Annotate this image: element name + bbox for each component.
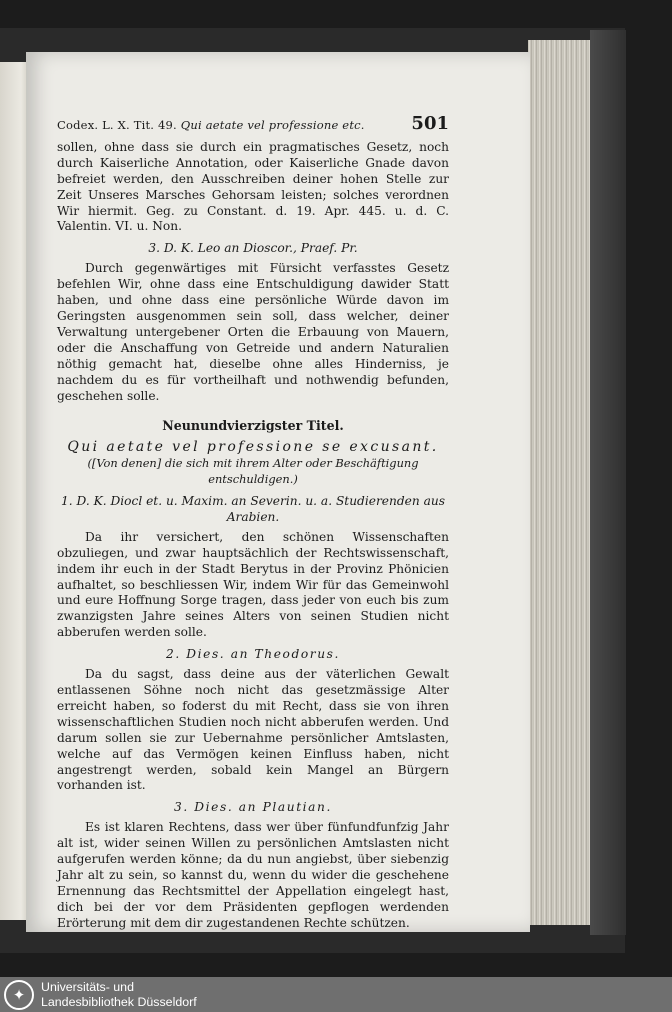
paragraph-3: Es ist klaren Rechtens, dass wer über fünfundfunfzig Jahr alt ist, wider seinen Willen zu persönlichen Amtslasten nicht aufgerufen werden könne; da du nun angiebst, über siebenzig Jahr alt zu sein, so kannst du, wenn du wider die geschehene Ernennung das Rechtsmittel der Appellation eingelegt hast, dich bei der vor dem Präsidenten gepflogen werdenden Erörterung mit dem dir zugestandenen Rechte schützen. xyxy=(57,820,449,930)
paragraph-continued: sollen, ohne dass sie durch ein pragmatisches Gesetz, noch durch Kaiserliche Annotation, oder Kaiserliche Gnade davon befreiet werden, den Ausschreiben deiner hohen Stelle zur Zeit Unseres Marsches Gehorsam leisten; solches verordnen Wir hiermit. Geg. zu Constant. d. 19. Apr. 445. u. d. C. Valentin. VI. u. Non. xyxy=(57,139,449,234)
library-name-line1: Universitäts- und xyxy=(41,979,134,994)
title-subtitle: ([Von denen] die sich mit ihrem Alter oder Beschäftigung entschuldigen.) xyxy=(87,456,419,487)
title-heading-latin: Qui aetate vel professione se excusant. xyxy=(67,439,439,456)
ulb-logo-icon[interactable]: ✦ xyxy=(4,980,34,1010)
paragraph-2: Da du sagst, dass deine aus der väterlichen Gewalt entlassenen Söhne noch nicht das gesetzmässige Alter erreicht haben, so foderst du mit Recht, dass sie von ihren wissenschaftlichen Studien noch nicht abberufen werden. Und darum sollen sie zur Uebernahme persönlicher Amtslasten, welche auf das Vermögen keinen Einfluss haben, nicht angestrengt werden, sobald kein Mangel an Bürgern vorhanden ist. xyxy=(57,667,449,793)
library-name[interactable] xyxy=(41,980,197,1010)
page-header xyxy=(57,113,449,134)
running-head-title: Qui aetate vel professione etc. xyxy=(180,118,365,132)
title-heading-german: Neunundvierzigster Titel. xyxy=(162,418,344,434)
paragraph-leo: Durch gegenwärtiges mit Fürsicht verfasstes Gesetz befehlen Wir, ohne dass eine Entschuldigung dawider Statt haben, und ohne dass eine persönliche Würde davon im Geringsten ausgenommen sein soll, dass welcher, deiner Verwaltung untergebener Orten die Erbauung von Mauern, oder die Anschaffung von Getreide und andern Naturalien nöthig gemacht hat, dieselbe ohne alles Hinderniss, je nachdem du es für vortheilhaft und nothwendig befunden, geschehen solle. xyxy=(57,261,449,403)
page-number: 501 xyxy=(411,113,449,134)
page-content xyxy=(57,113,449,932)
running-head xyxy=(57,118,365,134)
law-heading-3: 3. Dies. an Plautian. xyxy=(174,800,332,815)
library-footer-bar xyxy=(0,977,672,1012)
law-heading-leo: 3. D. K. Leo an Dioscor., Praef. Pr. xyxy=(148,241,358,256)
running-head-code: Codex. L. X. Tit. 49. xyxy=(57,118,177,132)
library-name-line2: Landesbibliothek Düsseldorf xyxy=(41,994,197,1009)
paragraph-1: Da ihr versichert, den schönen Wissenschaften obzuliegen, und zwar hauptsächlich der Rechtswissenschaft, indem ihr euch in der Stadt Berytus in der Provinz Phönicien aufhaltet, so beschliessen Wir, indem Wir für das Gemeinwohl und eure Hoffnung Sorge tragen, dass jeder von euch bis zum zwanzigsten Jahre seines Alters von seinen Studien nicht abberufen werden solle. xyxy=(57,529,449,640)
law-heading-1: 1. D. K. Diocl et. u. Maxim. an Severin. u. a. Studierenden aus Arabien. xyxy=(61,494,445,524)
page-edges xyxy=(528,40,598,925)
law-heading-2: 2. Dies. an Theodorus. xyxy=(165,647,341,662)
back-cover xyxy=(590,30,626,935)
